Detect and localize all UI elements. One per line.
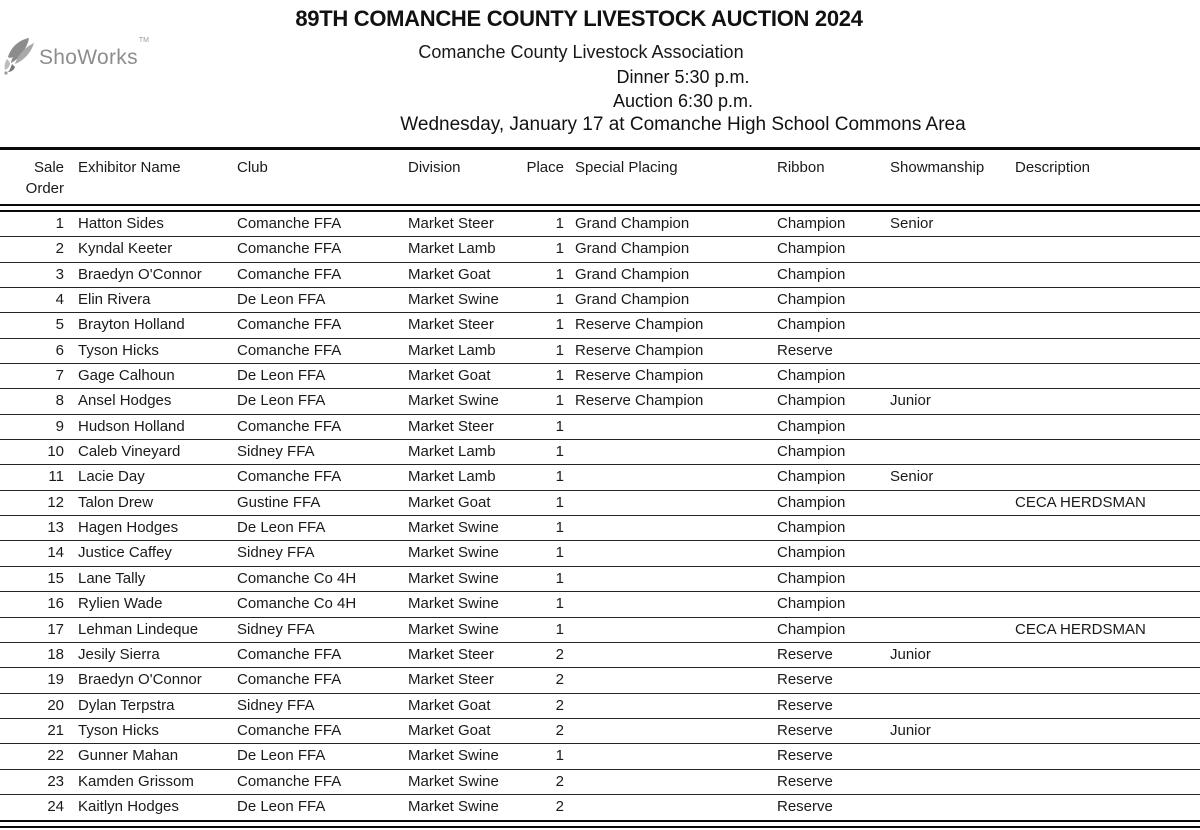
col-header-ribbon: Ribbon xyxy=(777,159,825,176)
cell-sale-order: 12 xyxy=(47,493,64,511)
page-title: 89TH COMANCHE COUNTY LIVESTOCK AUCTION 2024 xyxy=(295,6,863,31)
col-header-order: Order xyxy=(25,180,64,197)
table-row xyxy=(0,465,1200,490)
table-body xyxy=(0,212,1200,820)
cell-place: 1 xyxy=(555,341,564,359)
cell-ribbon: Champion xyxy=(777,291,846,309)
table-row xyxy=(0,364,1200,389)
cell-division: Market Steer xyxy=(408,316,494,334)
table-row xyxy=(0,263,1200,288)
cell-division: Market Lamb xyxy=(408,468,496,486)
cell-place: 1 xyxy=(555,569,564,587)
table-row xyxy=(0,339,1200,364)
cell-ribbon: Champion xyxy=(777,240,846,258)
cell-sale-order: 15 xyxy=(47,569,64,587)
cell-division: Market Swine xyxy=(408,797,499,815)
cell-special-placing: Grand Champion xyxy=(575,291,690,309)
cell-club: Comanche FFA xyxy=(237,417,342,435)
table-row xyxy=(0,719,1200,744)
cell-division: Market Swine xyxy=(408,569,499,587)
cell-ribbon: Champion xyxy=(777,215,846,232)
cell-ribbon: Champion xyxy=(777,265,846,283)
cell-place: 1 xyxy=(555,417,564,435)
cell-place: 1 xyxy=(555,747,564,765)
cell-description: CECA HERDSMAN xyxy=(1015,620,1146,638)
cell-exhibitor-name: Lane Tally xyxy=(78,569,146,587)
table-row xyxy=(0,541,1200,566)
table-header-row xyxy=(0,150,1200,204)
table-row xyxy=(0,389,1200,414)
cell-place: 1 xyxy=(555,544,564,562)
cell-sale-order: 10 xyxy=(47,443,64,461)
cell-division: Market Goat xyxy=(408,721,491,739)
cell-exhibitor-name: Rylien Wade xyxy=(78,595,163,613)
cell-ribbon: Reserve xyxy=(777,747,833,765)
cell-sale-order: 20 xyxy=(47,696,64,714)
cell-sale-order: 11 xyxy=(48,468,64,486)
cell-division: Market Steer xyxy=(408,671,494,689)
cell-club: De Leon FFA xyxy=(237,392,326,410)
table-row xyxy=(0,795,1200,820)
cell-place: 2 xyxy=(555,671,564,689)
cell-sale-order: 24 xyxy=(47,797,64,815)
cell-exhibitor-name: Dylan Terpstra xyxy=(78,696,175,714)
header-double-rule xyxy=(0,204,1200,212)
cell-place: 2 xyxy=(555,645,564,663)
cell-club: De Leon FFA xyxy=(237,747,326,765)
cell-ribbon: Champion xyxy=(777,417,846,435)
cell-place: 1 xyxy=(555,265,564,283)
cell-sale-order: 2 xyxy=(55,240,64,258)
cell-ribbon: Reserve xyxy=(777,341,833,359)
table-row xyxy=(0,313,1200,338)
cell-club: Sidney FFA xyxy=(237,620,315,638)
cell-division: Market Goat xyxy=(408,696,491,714)
cell-exhibitor-name: Hatton Sides xyxy=(78,215,164,232)
cell-showmanship: Junior xyxy=(890,721,931,739)
cell-place: 1 xyxy=(555,291,564,309)
cell-place: 1 xyxy=(555,443,564,461)
cell-place: 1 xyxy=(555,392,564,410)
table-row xyxy=(0,618,1200,643)
cell-club: Sidney FFA xyxy=(237,696,315,714)
dinner-time-line: Dinner 5:30 p.m. xyxy=(616,67,750,87)
cell-exhibitor-name: Jesily Sierra xyxy=(78,645,160,663)
cell-exhibitor-name: Ansel Hodges xyxy=(78,392,172,410)
cell-sale-order: 14 xyxy=(47,544,64,562)
cell-special-placing: Reserve Champion xyxy=(575,341,704,359)
col-header-division: Division xyxy=(408,159,461,176)
cell-special-placing: Reserve Champion xyxy=(575,392,704,410)
col-header-exhibitor-name: Exhibitor Name xyxy=(78,159,181,176)
cell-place: 1 xyxy=(555,215,564,232)
cell-division: Market Steer xyxy=(408,215,494,232)
cell-special-placing: Grand Champion xyxy=(575,265,690,283)
cell-ribbon: Reserve xyxy=(777,671,833,689)
table-row xyxy=(0,744,1200,769)
cell-club: Gustine FFA xyxy=(237,493,321,511)
cell-division: Market Swine xyxy=(408,772,499,790)
col-header-special-placing: Special Placing xyxy=(575,159,678,176)
cell-division: Market Steer xyxy=(408,645,494,663)
table-row xyxy=(0,592,1200,617)
cell-division: Market Lamb xyxy=(408,240,496,258)
cell-sale-order: 19 xyxy=(47,671,64,689)
cell-division: Market Swine xyxy=(408,620,499,638)
cell-club: Comanche FFA xyxy=(237,341,342,359)
event-date-line: Wednesday, January 17 at Comanche High School Commons Area xyxy=(400,114,966,135)
cell-club: De Leon FFA xyxy=(237,367,326,385)
sale-order-table xyxy=(0,147,1200,828)
cell-exhibitor-name: Tyson Hicks xyxy=(78,341,159,359)
table-row xyxy=(0,212,1200,237)
cell-ribbon: Reserve xyxy=(777,772,833,790)
cell-exhibitor-name: Tyson Hicks xyxy=(78,721,159,739)
table-row xyxy=(0,440,1200,465)
cell-division: Market Swine xyxy=(408,519,499,537)
cell-place: 1 xyxy=(555,519,564,537)
cell-ribbon: Champion xyxy=(777,316,846,334)
cell-special-placing: Grand Champion xyxy=(575,215,690,232)
cell-division: Market Goat xyxy=(408,367,491,385)
col-header-sale-order xyxy=(0,157,64,199)
cell-place: 2 xyxy=(555,772,564,790)
cell-sale-order: 4 xyxy=(55,291,64,309)
cell-club: De Leon FFA xyxy=(237,797,326,815)
cell-exhibitor-name: Braedyn O'Connor xyxy=(78,671,202,689)
cell-exhibitor-name: Talon Drew xyxy=(78,493,154,511)
cell-sale-order: 18 xyxy=(47,645,64,663)
page-subtitle: Comanche County Livestock Association xyxy=(418,42,744,62)
cell-division: Market Swine xyxy=(408,747,499,765)
cell-place: 1 xyxy=(555,493,564,511)
col-header-place: Place xyxy=(526,159,564,176)
logo-wordmark: ShoWorks xyxy=(39,46,138,69)
cell-exhibitor-name: Kamden Grissom xyxy=(78,772,194,790)
cell-club: Sidney FFA xyxy=(237,544,315,562)
cell-division: Market Swine xyxy=(408,392,499,410)
cell-exhibitor-name: Braedyn O'Connor xyxy=(78,265,202,283)
cell-ribbon: Champion xyxy=(777,620,846,638)
cell-club: Comanche FFA xyxy=(237,645,342,663)
cell-sale-order: 17 xyxy=(47,620,64,638)
cell-club: Comanche FFA xyxy=(237,316,342,334)
cell-exhibitor-name: Lehman Lindeque xyxy=(78,620,199,638)
table-row xyxy=(0,415,1200,440)
cell-division: Market Goat xyxy=(408,493,491,511)
cell-exhibitor-name: Gage Calhoun xyxy=(78,367,175,385)
cell-sale-order: 8 xyxy=(55,392,64,410)
cell-special-placing: Reserve Champion xyxy=(575,367,704,385)
cell-ribbon: Champion xyxy=(777,392,846,410)
cell-exhibitor-name: Justice Caffey xyxy=(78,544,172,562)
cell-sale-order: 5 xyxy=(55,316,64,334)
col-header-description: Description xyxy=(1015,159,1091,176)
cell-place: 1 xyxy=(555,468,564,486)
cell-ribbon: Champion xyxy=(777,595,846,613)
cell-place: 1 xyxy=(555,620,564,638)
cell-division: Market Lamb xyxy=(408,443,496,461)
cell-place: 2 xyxy=(555,696,564,714)
cell-exhibitor-name: Elin Rivera xyxy=(78,291,151,309)
col-header-club: Club xyxy=(237,159,268,176)
cell-showmanship: Senior xyxy=(890,215,934,232)
table-row xyxy=(0,237,1200,262)
table-row xyxy=(0,770,1200,795)
cell-showmanship: Junior xyxy=(890,392,931,410)
cell-exhibitor-name: Kyndal Keeter xyxy=(78,240,173,258)
cell-division: Market Goat xyxy=(408,265,491,283)
cell-club: Sidney FFA xyxy=(237,443,315,461)
cell-place: 1 xyxy=(555,367,564,385)
cell-ribbon: Champion xyxy=(777,443,846,461)
cell-ribbon: Reserve xyxy=(777,645,833,663)
trademark-symbol: TM xyxy=(138,37,149,44)
cell-place: 2 xyxy=(555,721,564,739)
cell-sale-order: 3 xyxy=(55,265,64,283)
table-row xyxy=(0,567,1200,592)
table-row xyxy=(0,288,1200,313)
table-row xyxy=(0,516,1200,541)
cell-exhibitor-name: Lacie Day xyxy=(78,468,145,486)
cell-exhibitor-name: Brayton Holland xyxy=(78,316,185,334)
cell-club: Comanche FFA xyxy=(237,721,342,739)
cell-club: Comanche FFA xyxy=(237,468,342,486)
cell-club: Comanche FFA xyxy=(237,265,342,283)
cell-ribbon: Champion xyxy=(777,493,846,511)
cell-club: Comanche FFA xyxy=(237,772,342,790)
cell-sale-order: 22 xyxy=(47,747,64,765)
cell-exhibitor-name: Gunner Mahan xyxy=(78,747,179,765)
cell-exhibitor-name: Caleb Vineyard xyxy=(78,443,181,461)
cell-ribbon: Champion xyxy=(777,569,846,587)
cell-club: Comanche Co 4H xyxy=(237,569,357,587)
cell-exhibitor-name: Hagen Hodges xyxy=(78,519,179,537)
cell-ribbon: Champion xyxy=(777,519,846,537)
cell-ribbon: Reserve xyxy=(777,721,833,739)
table-row xyxy=(0,643,1200,668)
cell-ribbon: Champion xyxy=(777,468,846,486)
col-header-sale: Sale xyxy=(33,159,64,176)
cell-club: Comanche FFA xyxy=(237,240,342,258)
cell-division: Market Lamb xyxy=(408,341,496,359)
cell-sale-order: 13 xyxy=(47,519,64,537)
cell-sale-order: 16 xyxy=(47,595,64,613)
table-bottom-rule xyxy=(0,820,1200,828)
cell-division: Market Swine xyxy=(408,544,499,562)
cell-place: 1 xyxy=(555,240,564,258)
cell-place: 1 xyxy=(555,316,564,334)
cell-showmanship: Junior xyxy=(890,645,931,663)
cell-sale-order: 7 xyxy=(55,367,64,385)
cell-special-placing: Grand Champion xyxy=(575,240,690,258)
table-row xyxy=(0,694,1200,719)
cell-club: Comanche FFA xyxy=(237,671,342,689)
cell-sale-order: 23 xyxy=(47,772,64,790)
cell-place: 1 xyxy=(555,595,564,613)
cell-division: Market Swine xyxy=(408,595,499,613)
cell-special-placing: Reserve Champion xyxy=(575,316,704,334)
cell-sale-order: 1 xyxy=(55,215,64,232)
cell-club: De Leon FFA xyxy=(237,291,326,309)
auction-time-line: Auction 6:30 p.m. xyxy=(612,91,754,111)
cell-club: De Leon FFA xyxy=(237,519,326,537)
cell-club: Comanche FFA xyxy=(237,215,342,232)
cell-ribbon: Reserve xyxy=(777,696,833,714)
cell-ribbon: Champion xyxy=(777,544,846,562)
table-row xyxy=(0,491,1200,516)
cell-sale-order: 9 xyxy=(55,417,64,435)
cell-division: Market Steer xyxy=(408,417,494,435)
cell-ribbon: Champion xyxy=(777,367,846,385)
cell-exhibitor-name: Hudson Holland xyxy=(78,417,185,435)
table-row xyxy=(0,668,1200,693)
cell-division: Market Swine xyxy=(408,291,499,309)
cell-sale-order: 21 xyxy=(47,721,64,739)
cell-place: 2 xyxy=(555,797,564,815)
cell-sale-order: 6 xyxy=(55,341,64,359)
cell-showmanship: Senior xyxy=(890,468,934,486)
cell-description: CECA HERDSMAN xyxy=(1015,493,1146,511)
cell-exhibitor-name: Kaitlyn Hodges xyxy=(78,797,179,815)
cell-club: Comanche Co 4H xyxy=(237,595,357,613)
cell-ribbon: Reserve xyxy=(777,797,833,815)
col-header-showmanship: Showmanship xyxy=(890,159,985,176)
